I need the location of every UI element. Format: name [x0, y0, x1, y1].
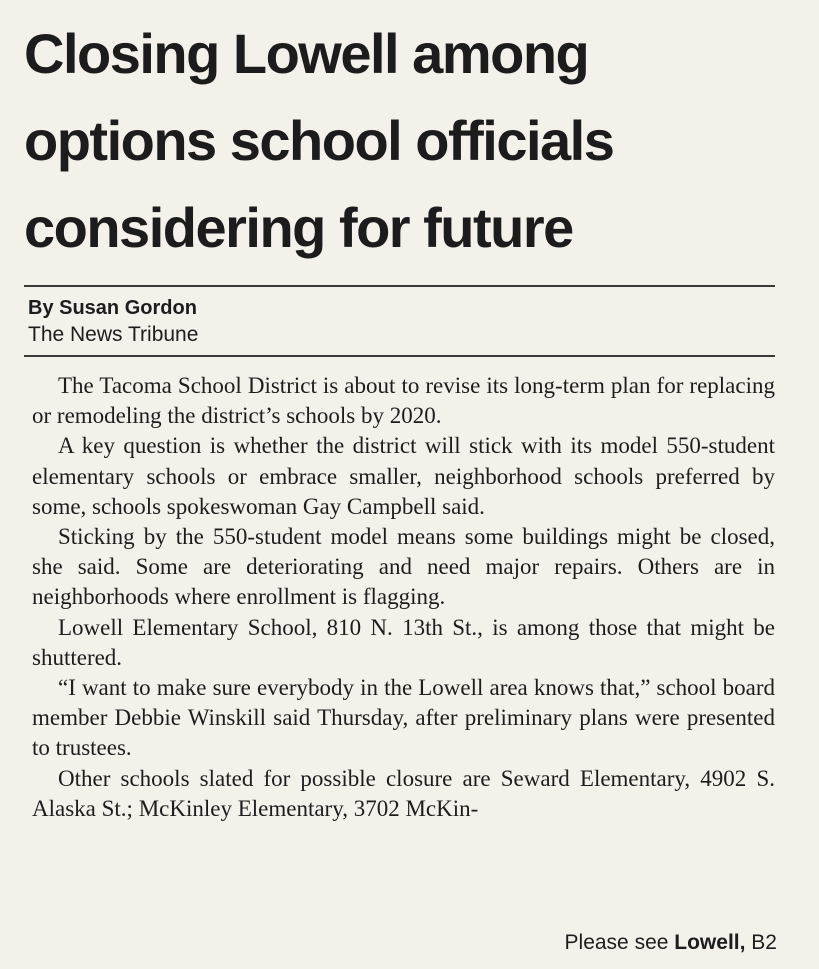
article-paragraph: A key question is whether the district will stick with its model 550-student elementary schools or embrace smaller, neighborhood schools preferred by some, schools spokeswoman Gay Campbell said.	[32, 433, 775, 519]
article-body	[24, 357, 775, 824]
continuation-page: B2	[745, 931, 777, 954]
continuation-line	[565, 929, 777, 957]
headline-line: considering for future	[24, 196, 573, 259]
article-paragraph: Sticking by the 550-student model means some buildings might be closed, she said. Some are deteriorating and need major repairs. Others are in neighborhoods where enrollment is flagging.	[32, 524, 775, 610]
article-paragraph: Lowell Elementary School, 810 N. 13th St., is among those that might be shuttered.	[32, 614, 775, 670]
byline-author: By Susan Gordon	[28, 297, 197, 319]
article-paragraph: Other schools slated for possible closure are Seward Elementary, 4902 S. Alaska St.; McKinley Elementary, 3702 McKin-	[32, 765, 775, 821]
headline-line: Closing Lowell among	[24, 22, 589, 85]
article-paragraph: “I want to make sure everybody in the Lowell area knows that,” school board member Debbie Winskill said Thursday, after preliminary plans were presented to trustees.	[32, 675, 775, 761]
continuation-story: Lowell,	[674, 931, 746, 954]
headline	[24, 10, 775, 271]
byline	[24, 287, 775, 355]
byline-publication: The News Tribune	[28, 323, 199, 346]
continuation-prefix: Please see	[564, 931, 675, 954]
article-paragraph: The Tacoma School District is about to revise its long-term plan for replacing or remodeling the district’s schools by 2020.	[32, 373, 775, 429]
headline-line: options school officials	[24, 109, 614, 172]
